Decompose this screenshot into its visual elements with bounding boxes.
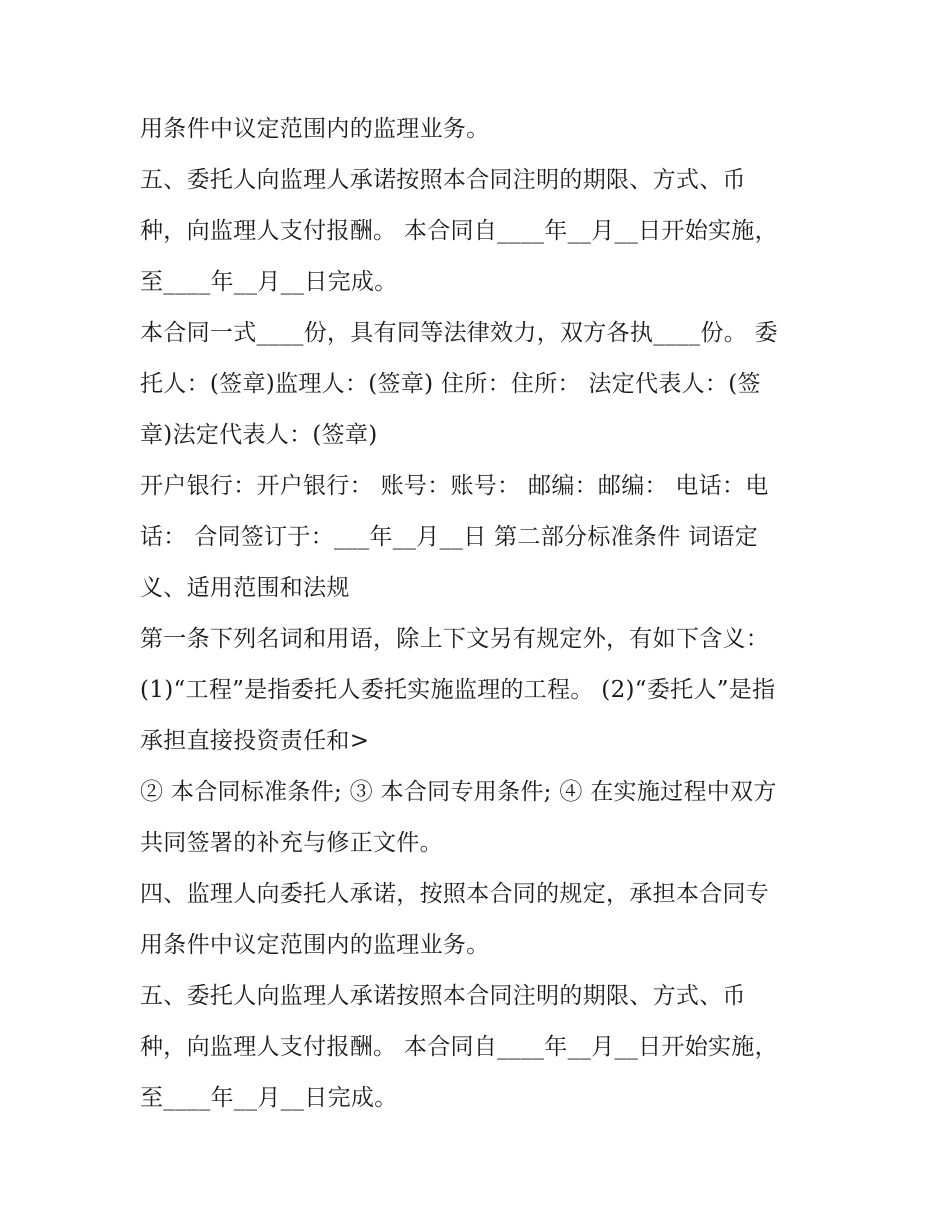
text-line: 五、委托人向监理人承诺按照本合同注明的期限、方式、币 <box>140 983 746 1009</box>
text-line: 种，向监理人支付报酬。 本合同自____年__月__日开始实施， <box>140 218 778 244</box>
text-line: 话： 合同签订于：___年__月__日 第二部分标准条件 词语定 <box>140 524 759 550</box>
document-body <box>140 104 820 1124</box>
text-line: (1)“工程”是指委托人委托实施监理的工程。 (2)“委托人”是指 <box>140 677 776 703</box>
text-line: 第一条下列名词和用语，除上下文另有规定外，有如下含义： <box>140 626 770 652</box>
text-line: 承担直接投资责任和> <box>140 728 370 754</box>
text-line: 至____年__月__日完成。 <box>140 1085 398 1111</box>
text-line: 共同签署的补充与修正文件。 <box>140 830 443 856</box>
text-line: 本合同一式____份，具有同等法律效力，双方各执____份。 委 <box>140 320 778 346</box>
text-line: ② 本合同标准条件; ③ 本合同专用条件; ④ 在实施过程中双方 <box>140 779 777 805</box>
text-line: 五、委托人向监理人承诺按照本合同注明的期限、方式、币 <box>140 167 746 193</box>
text-line: 种，向监理人支付报酬。 本合同自____年__月__日开始实施， <box>140 1034 778 1060</box>
text-line: 用条件中议定范围内的监理业务。 <box>140 932 490 958</box>
text-line: 至____年__月__日完成。 <box>140 269 398 295</box>
text-line: 托人：(签章)监理人：(签章) 住所：住所： 法定代表人：(签 <box>140 371 761 397</box>
text-line: 开户银行：开户银行： 账号：账号： 邮编：邮编： 电话：电 <box>140 473 769 499</box>
text-line: 四、监理人向委托人承诺，按照本合同的规定，承担本合同专 <box>140 881 770 907</box>
text-line: 章)法定代表人：(签章) <box>140 422 378 448</box>
text-line: 用条件中议定范围内的监理业务。 <box>140 116 490 142</box>
text-line: 义、适用范围和法规 <box>140 575 350 601</box>
